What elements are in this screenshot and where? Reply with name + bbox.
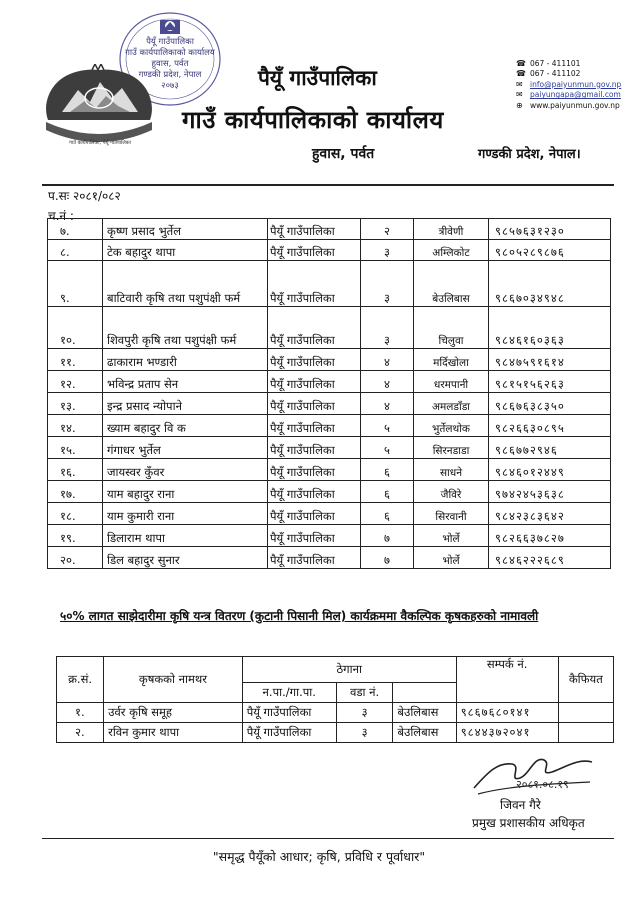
office-location: हुवास, पर्वत [312,146,375,162]
row-number: २. [57,723,104,743]
municipality-name: पैयूँ गाउँपालिका [258,66,377,90]
table-row [48,437,611,459]
globe-icon: ⊕ [516,100,523,110]
contact-text: 067 - 411102 [530,69,581,79]
ward-number: ३ [336,703,393,723]
place: जैविरे [414,481,489,503]
phone-number: ९८४६२२२६८९ [489,547,611,569]
municipality: पैयूँ गाउँपालिका [268,547,361,569]
contact-row[interactable] [516,80,621,90]
contact-block [516,59,621,111]
place: मर्दिखोला [414,349,489,371]
seal-line: गाउँ कार्यपालिकाको कार्यालय [125,48,215,58]
municipality: पैयूँ गाउँपालिका [268,307,361,349]
municipality: पैयूँ गाउँपालिका [268,525,361,547]
phone-number: ९८५७६३१२३० [489,219,611,240]
signatory-name: जिवन गैरे [500,798,541,812]
municipality: पैयूँ गाउँपालिका [268,393,361,415]
remarks-cell [558,703,613,723]
row-number: १२. [48,371,103,393]
row-number: ८. [48,240,103,261]
municipality: पैयूँ गाउँपालिका [268,459,361,481]
row-number: ९. [48,261,103,307]
place: अम्लिकोट [414,240,489,261]
phone-number: ९८४६०१२४४९ [489,459,611,481]
farmer-name: उर्वर कृषि समूह [104,703,243,723]
seal-line: हुवास, पर्वत [151,59,189,69]
municipality: पैयूँ गाउँपालिका [268,415,361,437]
municipality: पैयूँ गाउँपालिका [268,349,361,371]
phone-number: ९८४२३८३६४२ [489,503,611,525]
row-number: १९. [48,525,103,547]
signature-mark [468,742,598,800]
col-header-ward: वडा नं. [336,683,393,703]
email-icon: ✉ [516,90,523,100]
farmer-name: जायस्वर कुँवर [103,459,268,481]
contact-row[interactable] [516,90,621,100]
phone-number: ९८६७६३८३५० [489,393,611,415]
place: त्रीवेणी [414,219,489,240]
signature-date: २०८१.०८.१९ [516,778,569,791]
seal-line: २०७३ [161,81,179,91]
remarks-cell [558,723,613,743]
col-header-address: ठेगाना [242,657,456,683]
row-number: १३. [48,393,103,415]
phone-number: ९८०५२८९८७६ [489,240,611,261]
ward-number: ६ [361,481,414,503]
email-icon: ✉ [516,79,523,89]
place: भोर्ले [414,525,489,547]
farmer-name: टेक बहादुर थापा [103,240,268,261]
phone-number: ९८४४३७२०४१ [456,723,558,743]
row-number: १०. [48,307,103,349]
col-header-name: कृषकको नामथर [104,657,243,703]
row-number: १४. [48,415,103,437]
alternate-farmers-table [56,656,614,743]
farmer-name: रविन कुमार थापा [104,723,243,743]
phone-number: ९८१५१५६२६३ [489,371,611,393]
email-link[interactable]: info@paiyunmun.gov.np [530,79,622,89]
ward-number: ५ [361,437,414,459]
municipality: पैयूँ गाउँपालिका [268,481,361,503]
place: बेउलिबास [393,723,456,743]
table-row [48,503,611,525]
contact-row [516,59,621,69]
place: सिरवानी [414,503,489,525]
municipality: पैयूँ गाउँपालिका [268,437,361,459]
footer-slogan: "समृद्ध पैयूँको आधार; कृषि, प्रविधि र पूर्वाधार" [212,849,426,864]
phone-number: ९७४२४५३६३८ [489,481,611,503]
municipality: पैयूँ गाउँपालिका [268,503,361,525]
ward-number: ७ [361,547,414,569]
alternate-farmers-heading: ५०% लागत साझेदारीमा कृषि यन्त्र वितरण (कुटानी पिसानी मिल) कार्यक्रममा वैकल्पिक कृषकहरुको नामावली [60,609,539,623]
row-number: २०. [48,547,103,569]
reference-number: प.सः २०८१/०८२ [48,189,121,203]
contact-text: 067 - 411101 [530,59,581,68]
phone-number: ९८६७६८०१४१ [456,703,558,723]
ward-number: ३ [361,307,414,349]
place: साधने [414,459,489,481]
row-number: १८. [48,503,103,525]
ward-number: ४ [361,349,414,371]
dispatch-number: च.नं : [48,209,74,223]
farmer-name: कृष्ण प्रसाद भुर्तेल [103,219,268,240]
ward-number: ३ [361,261,414,307]
contact-row[interactable] [516,101,621,111]
farmer-name: इन्द्र प्रसाद न्योपाने [103,393,268,415]
email-link[interactable]: paiyungapa@gmail.com [530,90,621,100]
phone-icon: ☎ [516,59,526,68]
table-row [48,307,611,349]
farmer-name: डिलाराम थापा [103,525,268,547]
phone-number: ९८६७०३४९४८ [489,261,611,307]
header-divider [42,184,614,186]
table-row [48,481,611,503]
table-row [48,393,611,415]
place: बेउलिबास [414,261,489,307]
ward-number: ५ [361,415,414,437]
table-row [48,415,611,437]
place: धरमपानी [414,371,489,393]
ward-number: ४ [361,393,414,415]
row-number: १६. [48,459,103,481]
farmer-name: याम बहादुर राना [103,481,268,503]
row-number: ११. [48,349,103,371]
table-row [57,703,614,723]
table-row [48,459,611,481]
col-header-sn: क्र.सं. [57,657,104,703]
place: अमलडाँडा [414,393,489,415]
row-number: ७. [48,219,103,240]
phone-number: ९८४७५९१६१४ [489,349,611,371]
phone-number: ९८२६६३७८२७ [489,525,611,547]
farmer-name: गंगाधर भुर्तेल [103,437,268,459]
farmer-name: डिल बहादुर सुनार [103,547,268,569]
row-number: १. [57,703,104,723]
col-header-contact: सम्पर्क नं. [456,657,558,703]
place: बेउलिबास [393,703,456,723]
farmer-name: शिवपुरी कृषि तथा पशुपंक्षी फर्म [103,307,268,349]
seal-line: गण्डकी प्रदेश, नेपाल [138,70,202,80]
farmer-name: ख्याम बहादुर वि क [103,415,268,437]
municipality: पैयूँ गाउँपालिका [268,371,361,393]
signatory-title: प्रमुख प्रशासकीय अधिकृत [472,816,585,830]
ward-number: ७ [361,525,414,547]
office-title: गाउँ कार्यपालिकाको कार्यालय [182,106,444,134]
ward-number: ४ [361,371,414,393]
table-row [48,371,611,393]
province-label: गण्डकी प्रदेश, नेपाल। [478,147,581,162]
farmers-table [47,218,611,569]
municipality: पैयूँ गाउँपालिका [242,703,336,723]
place: भोर्ले [414,547,489,569]
ward-number: ३ [361,240,414,261]
table-row [48,240,611,261]
ward-number: ६ [361,459,414,481]
municipality: पैयूँ गाउँपालिका [268,240,361,261]
table-row [48,547,611,569]
municipality: पैयूँ गाउँपालिका [268,219,361,240]
col-header-np-gapa: न.पा./गा.पा. [242,683,336,703]
phone-number: ९८४६१६०३६३ [489,307,611,349]
table-row [57,723,614,743]
footer-divider [42,838,614,839]
col-header-remarks: कैफियत [558,657,613,703]
row-number: १७. [48,481,103,503]
table-row [48,261,611,307]
table-row [48,219,611,240]
seal-line: पैयूँ गाउँपालिका [146,37,194,47]
farmer-name: याम कुमारी राना [103,503,268,525]
place: चिलुवा [414,307,489,349]
phone-number: ९८६७७२९४६ [489,437,611,459]
farmer-name: बाटिवारी कृषि तथा पशुपंक्षी फर्म [103,261,268,307]
table-row [48,349,611,371]
fax-icon: ☎ [516,69,526,79]
place: सिरनडाडा [414,437,489,459]
contact-row [516,69,621,79]
ward-number: २ [361,219,414,240]
website-link[interactable]: www.paiyunmun.gov.np [530,100,620,110]
row-number: १५. [48,437,103,459]
farmer-name: ढाकाराम भण्डारी [103,349,268,371]
ward-number: ३ [336,723,393,743]
phone-number: ९८२६६३०८९५ [489,415,611,437]
place: भुर्तेलथोक [414,415,489,437]
emblem-caption: गाउँ कार्यपालिका, पैयूँ गाउँपालिका [69,140,131,146]
municipality: पैयूँ गाउँपालिका [242,723,336,743]
farmer-name: भविन्द्र प्रताप सेन [103,371,268,393]
government-emblem [40,64,158,150]
table-row [48,525,611,547]
municipality: पैयूँ गाउँपालिका [268,261,361,307]
ward-number: ६ [361,503,414,525]
